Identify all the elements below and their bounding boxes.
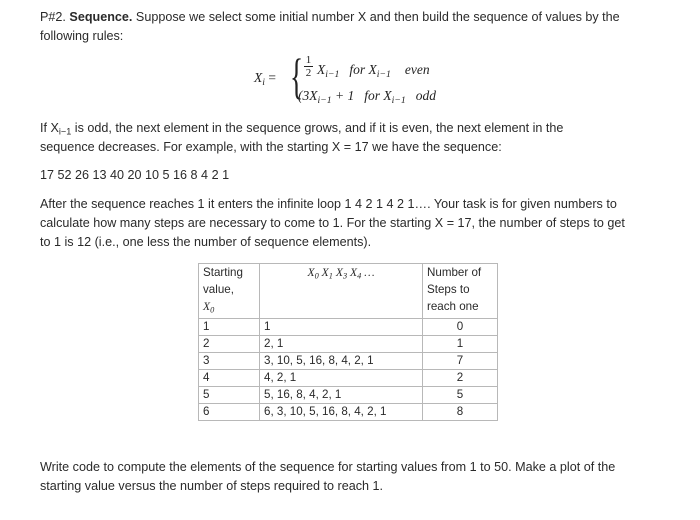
row-steps: 7: [423, 353, 498, 370]
odd-line-2: sequence decreases. For example, with the starting X = 17 we have the sequence:: [40, 140, 502, 154]
problem-intro: [40, 8, 670, 46]
row-start: 2: [199, 336, 260, 353]
row-sequence: 3, 10, 5, 16, 8, 4, 2, 1: [260, 353, 423, 370]
row-steps: 8: [423, 404, 498, 421]
row-start: 3: [199, 353, 260, 370]
row-sequence: 4, 2, 1: [260, 370, 423, 387]
row-start: 4: [199, 370, 260, 387]
problem-number: P#2.: [40, 10, 66, 24]
task-line-1: Write code to compute the elements of the sequence for starting values from 1 to 50. Make a plot of the: [40, 460, 616, 474]
table-row: [199, 336, 498, 353]
row-sequence: 5, 16, 8, 4, 2, 1: [260, 387, 423, 404]
one-half-fraction: $\frac{1}{2}$: [305, 54, 312, 79]
paragraph-odd-even: [40, 119, 670, 157]
table-row: [199, 370, 498, 387]
equation-row-even: $X_{i-1}$ for $X_{i-1}$ even: [317, 62, 430, 80]
sequence-table: [198, 263, 498, 421]
row-start: 6: [199, 404, 260, 421]
example-sequence: 17 52 26 13 40 20 10 5 16 8 4 2 1: [40, 168, 230, 182]
header-sequence: $X_0$ $X_1$ $X_3$ $X_4$ …: [260, 264, 423, 319]
intro-line-2: following rules:: [40, 29, 124, 43]
task-line-2: starting value versus the number of steps required to reach 1.: [40, 479, 384, 493]
row-steps: 1: [423, 336, 498, 353]
problem-title: Sequence.: [69, 10, 133, 24]
equation-lhs: $X_i$ =: [254, 70, 276, 88]
intro-line-1: Suppose we select some initial number X and then build the sequence of values by the: [135, 10, 620, 24]
row-start: 1: [199, 319, 260, 336]
table-row: [199, 404, 498, 421]
table-row: [199, 353, 498, 370]
equation-row-odd: ($3X_{i-1} + 1$ for $X_{i-1}$ odd: [298, 88, 437, 106]
row-sequence: 2, 1: [260, 336, 423, 353]
x0-label: $X_0$: [203, 300, 215, 315]
table-row: [199, 319, 498, 336]
header-steps: Number of Steps to reach one: [423, 264, 498, 319]
row-sequence: 6, 3, 10, 5, 16, 8, 4, 2, 1: [260, 404, 423, 421]
loop-line-1: After the sequence reaches 1 it enters the infinite loop 1 4 2 1 4 2 1…. Your task is for given numbers to: [40, 197, 617, 211]
row-sequence: 1: [260, 319, 423, 336]
row-steps: 0: [423, 319, 498, 336]
header-starting-value: Starting value, $X_0$: [199, 264, 260, 319]
odd-line-1: is odd, the next element in the sequence grows, and if it is even, the next element in the: [74, 121, 564, 135]
task-paragraph: [40, 458, 670, 496]
loop-line-3: to 1 is 12 (i.e., one less the number of sequence elements).: [40, 235, 372, 249]
table-header-row: [199, 264, 498, 319]
odd-lead-subscript: i−1: [58, 126, 72, 137]
paragraph-loop: [40, 195, 670, 252]
odd-lead: If X: [40, 121, 59, 135]
row-start: 5: [199, 387, 260, 404]
table-row: [199, 387, 498, 404]
loop-line-2: calculate how many steps are necessary to come to 1. For the starting X = 17, the number of steps to get: [40, 216, 625, 230]
row-steps: 5: [423, 387, 498, 404]
recurrence-equation: [232, 48, 492, 108]
row-steps: 2: [423, 370, 498, 387]
left-brace-icon: {: [290, 48, 304, 104]
